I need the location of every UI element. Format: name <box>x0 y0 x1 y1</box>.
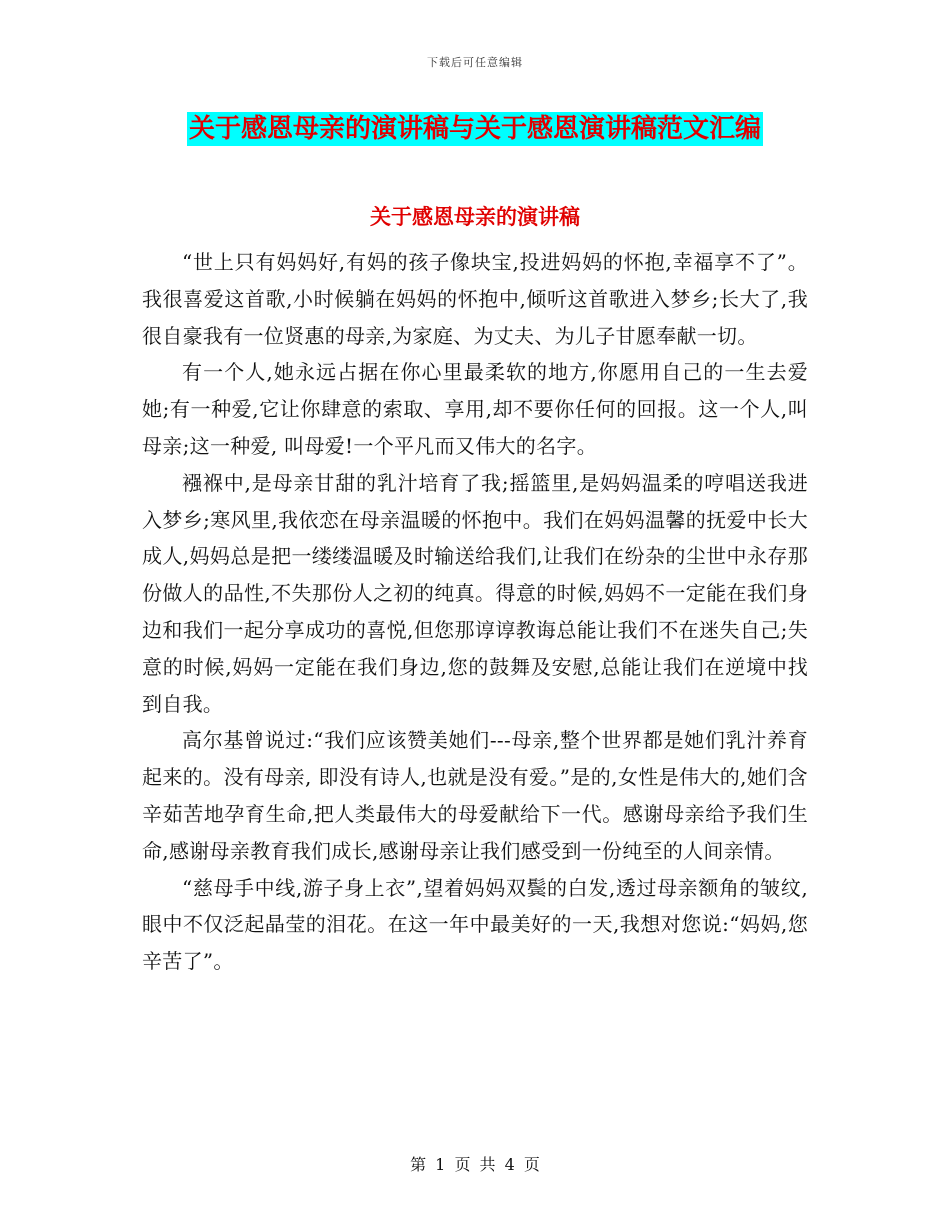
paragraph: 襁褓中,是母亲甘甜的乳汁培育了我;摇篮里,是妈妈温柔的哼唱送我进入梦乡;寒风里,我依恋在母亲温暖的怀抱中。我们在妈妈温馨的抚爱中长大成人,妈妈总是把一缕缕温暖及时输送给我们,让我们在纷杂的尘世中永存那份做人的品性,不失那份人之初的纯真。得意的时候,妈妈不一定能在我们身边和我们一起分享成功的喜悦,但您那谆谆教诲总能让我们不在迷失自己;失意的时候,妈妈一定能在我们身边,您的鼓舞及安慰,总能让我们在逆境中找到自我。 <box>142 470 808 716</box>
paragraph: 有一个人,她永远占据在你心里最柔软的地方,你愿用自己的一生去爱她;有一种爱,它让你肆意的索取、享用,却不要你任何的回报。这一个人,叫母亲;这一种爱, 叫母爱!一个平凡而又伟大的名字。 <box>142 360 808 458</box>
paragraph: “世上只有妈妈好,有妈的孩子像块宝,投进妈妈的怀抱,幸福享不了”。我很喜爱这首歌,小时候躺在妈妈的怀抱中,倾听这首歌进入梦乡;长大了,我很自豪我有一位贤惠的母亲,为家庭、为丈夫、为儿子甘愿奉献一切。 <box>142 250 808 348</box>
section-title: 关于感恩母亲的演讲稿 <box>370 204 580 229</box>
main-title-container <box>0 112 950 146</box>
header-note: 下载后可任意编辑 <box>427 56 523 69</box>
page-number: 第 1 页 共 4 页 <box>410 1155 540 1174</box>
paragraph: “慈母手中线,游子身上衣”,望着妈妈双鬓的白发,透过母亲额角的皱纹,眼中不仅泛起晶莹的泪花。在这一年中最美好的一天,我想对您说:“妈妈,您辛苦了”。 <box>142 875 808 974</box>
document-body <box>142 244 808 980</box>
paragraph: 高尔基曾说过:“我们应该赞美她们---母亲,整个世界都是她们乳汁养育起来的。没有母亲, 即没有诗人,也就是没有爱。”是的,女性是伟大的,她们含辛茹苦地孕育生命,把人类最伟大的母爱献给下一代。感谢母亲给予我们生命,感谢母亲教育我们成长,感谢母亲让我们感受到一份纯至的人间亲情。 <box>142 728 808 863</box>
main-title: 关于感恩母亲的演讲稿与关于感恩演讲稿范文汇编 <box>188 114 761 144</box>
